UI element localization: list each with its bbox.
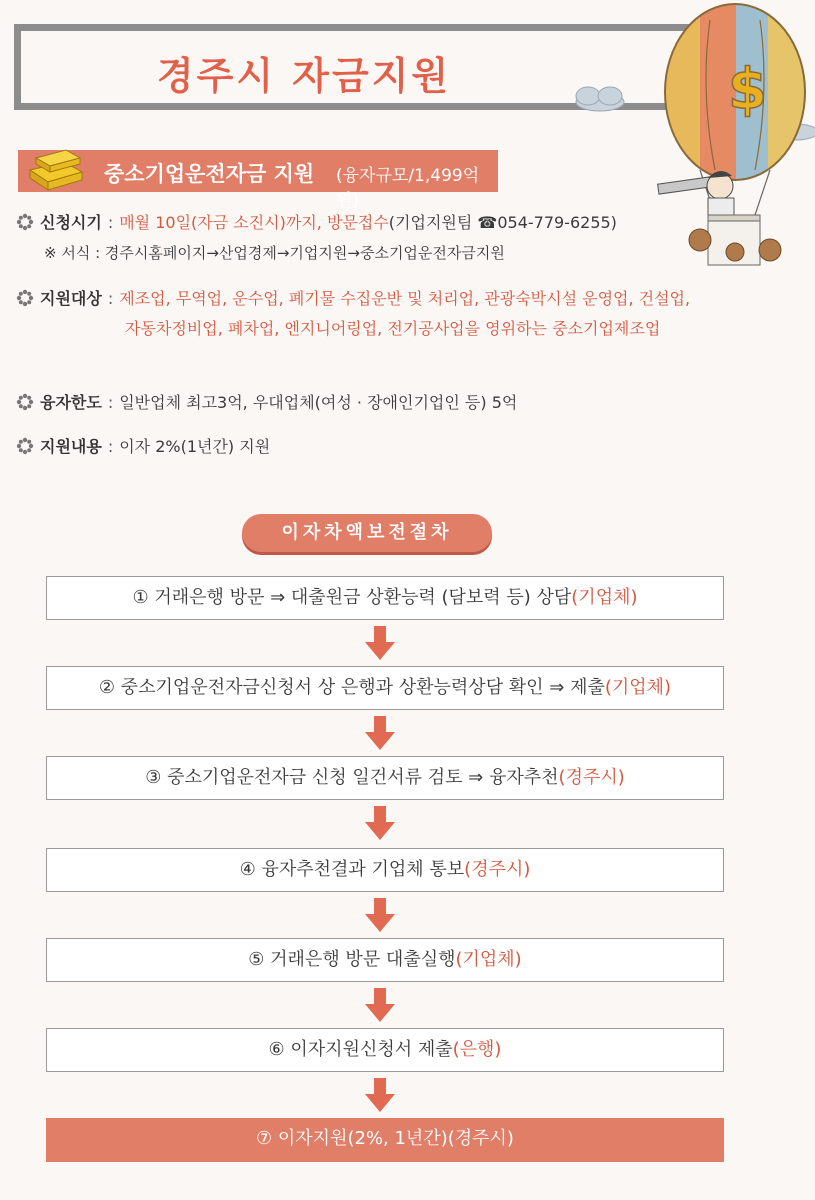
target-line-2: 자동차정비업, 폐차업, 엔지니어링업, 전기공사업을 영위하는 중소기업제조업 bbox=[125, 319, 661, 338]
star-burst-icon bbox=[16, 437, 34, 455]
process-step-4 bbox=[46, 848, 724, 892]
page-title: 경주시 자금지원 bbox=[156, 54, 452, 98]
step-text: ③ 중소기업운전자금 신청 일건서류 검토 ⇒ 융자추천 bbox=[145, 767, 559, 788]
svg-text:$: $ bbox=[728, 57, 767, 122]
apply-value: 매월 10일(자금 소진시)까지, 방문접수 bbox=[119, 213, 389, 232]
apply-form-note: ※ 서식 : 경주시홈페이지→산업경제→기업지원→중소기업운전자금지원 bbox=[44, 244, 505, 262]
step-text: ⑦ 이자지원(2%, 1년간)(경주시) bbox=[256, 1128, 514, 1149]
section-header bbox=[18, 150, 498, 211]
down-arrow-icon bbox=[365, 716, 395, 750]
gold-coins-icon bbox=[24, 140, 88, 198]
star-burst-icon bbox=[16, 289, 34, 307]
process-step-1 bbox=[46, 576, 724, 620]
content-label: 지원내용 bbox=[40, 437, 102, 456]
step-actor: (경주시) bbox=[558, 767, 625, 788]
content-value: 이자 2%(1년간) 지원 bbox=[119, 437, 271, 456]
step-actor: (기업체) bbox=[455, 949, 522, 970]
step-text: ② 중소기업운전자금신청서 상 은행과 상환능력상담 확인 ⇒ 제출 bbox=[98, 677, 605, 698]
process-step-6 bbox=[46, 1028, 724, 1072]
step-text: ① 거래은행 방문 ⇒ 대출원금 상환능력 (담보력 등) 상담 bbox=[132, 587, 572, 608]
step-text: ④ 융자추천결과 기업체 통보 bbox=[239, 859, 465, 880]
step-text: ⑥ 이자지원신청서 제출 bbox=[268, 1039, 453, 1060]
apply-contact: (기업지원팀 ☎054-779-6255) bbox=[388, 213, 617, 232]
process-title: 이자차액보전절차 bbox=[242, 514, 492, 552]
step-actor: (경주시) bbox=[464, 859, 531, 880]
content-row: 지원내용 : 이자 2%(1년간) 지원 bbox=[16, 434, 270, 460]
down-arrow-icon bbox=[365, 626, 395, 660]
limit-label: 융자한도 bbox=[40, 393, 102, 412]
down-arrow-icon bbox=[365, 898, 395, 932]
limit-row: 융자한도 : 일반업체 최고3억, 우대업체(여성 · 장애인기업인 등) 5억 bbox=[16, 390, 517, 416]
process-step-5 bbox=[46, 938, 724, 982]
step-actor: (기업체) bbox=[571, 587, 638, 608]
star-burst-icon bbox=[16, 393, 34, 411]
target-row: 지원대상 : 제조업, 무역업, 운수업, 폐기물 수집운반 및 처리업, 관광숙박시설 운영업, 건설업, bbox=[16, 286, 690, 312]
down-arrow-icon bbox=[365, 806, 395, 840]
down-arrow-icon bbox=[365, 988, 395, 1022]
apply-period-row: 신청시기 : 매월 10일(자금 소진시)까지, 방문접수(기업지원팀 ☎054-779-6255) bbox=[16, 210, 617, 236]
hot-air-balloon-illustration bbox=[560, 0, 815, 290]
down-arrow-icon bbox=[365, 1078, 395, 1112]
process-step-7 bbox=[46, 1118, 724, 1162]
process-step-2 bbox=[46, 666, 724, 710]
target-label: 지원대상 bbox=[40, 289, 102, 308]
section-subtitle: (융자규모/1,499억원) bbox=[336, 166, 480, 211]
apply-label: 신청시기 bbox=[40, 213, 102, 232]
limit-value: 일반업체 최고3억, 우대업체(여성 · 장애인기업인 등) 5억 bbox=[119, 393, 518, 412]
step-actor: (기업체) bbox=[604, 677, 672, 698]
star-burst-icon bbox=[16, 213, 34, 231]
process-step-3 bbox=[46, 756, 724, 800]
target-line-1: 제조업, 무역업, 운수업, 폐기물 수집운반 및 처리업, 관광숙박시설 운영업, 건설업, bbox=[119, 289, 691, 308]
step-actor: (은행) bbox=[452, 1039, 502, 1060]
step-text: ⑤ 거래은행 방문 대출실행 bbox=[248, 949, 456, 970]
section-title: 중소기업운전자금 지원 bbox=[104, 162, 315, 186]
